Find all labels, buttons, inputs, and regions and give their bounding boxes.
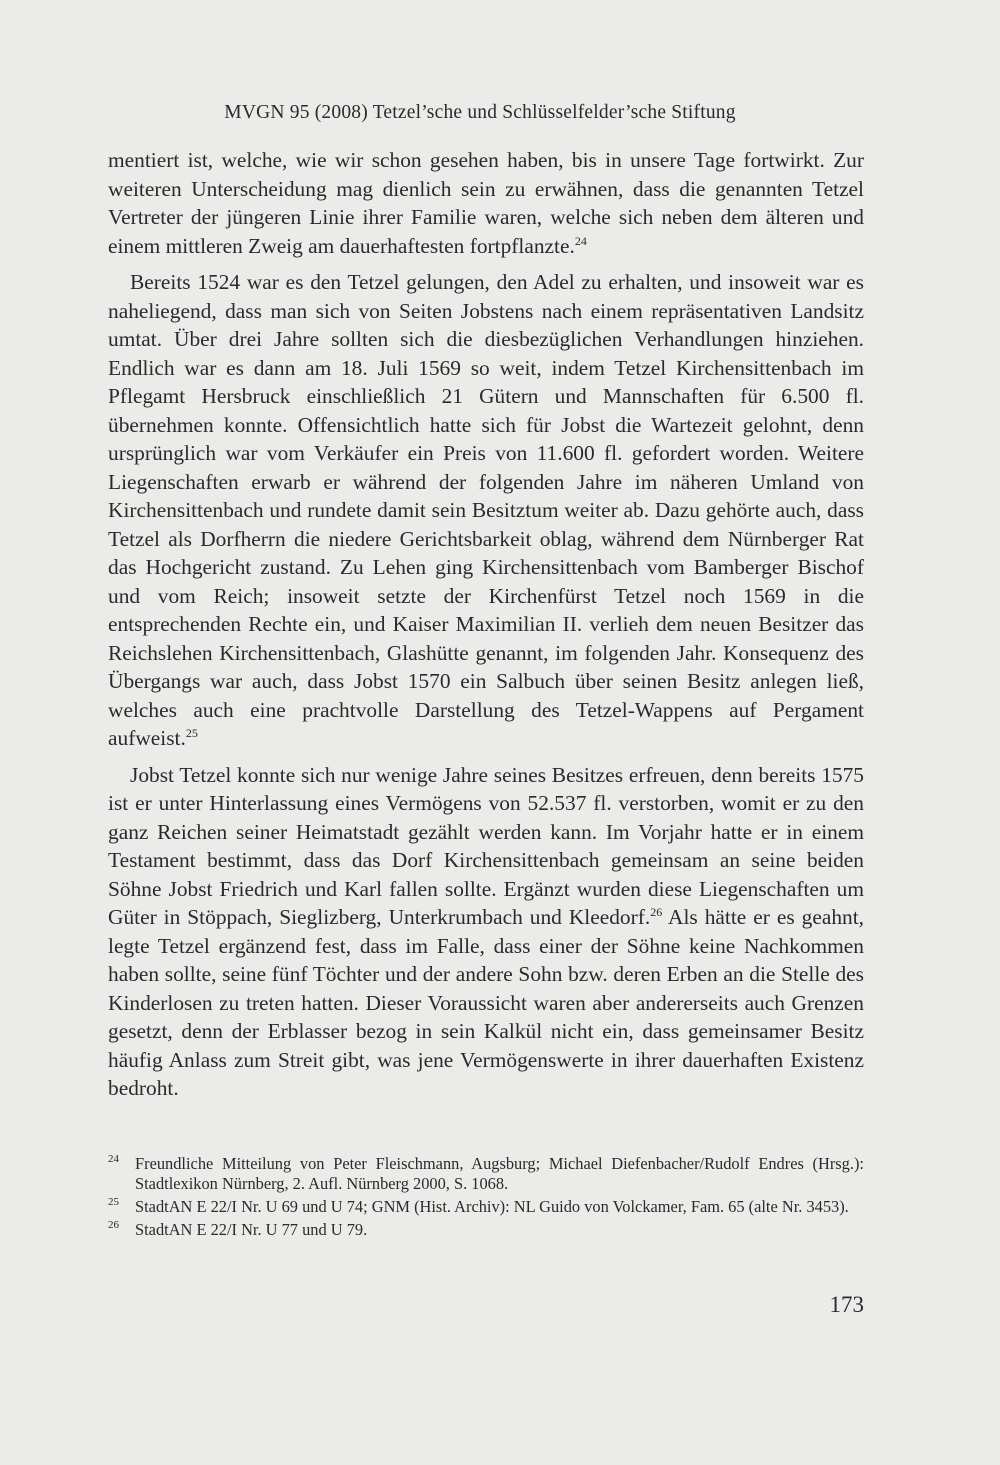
paragraph-3-text-a: Jobst Tetzel konnte sich nur wenige Jahre seines Besitzes erfreuen, denn bereits 1575 ist er unter Hinterlassung eines Vermögens von 52.537 fl. verstorben, womit er zu den ganz Reichen seiner Heimatstadt gezählt werden kann. Im Vorjahr hatte er in einem Testament bestimmt, dass das Dorf Kirchensittenbach gemeinsam an seine beiden Söhne Jobst Friedrich und Karl fallen sollte. Ergänzt wurden diese Liegenschaften um Güter in Stöppach, Sieglizberg, Unterkrumbach und Kleedorf. — [108, 762, 864, 929]
footnote-text: StadtAN E 22/I Nr. U 77 und U 79. — [135, 1220, 368, 1239]
footnote-24 — [108, 1154, 864, 1194]
footnote-ref-25[interactable]: 25 — [185, 726, 198, 740]
paragraph-1-text: mentiert ist, welche, wie wir schon gesehen haben, bis in unsere Tage fortwirkt. Zur weiteren Unterscheidung mag dienlich sein zu erwähnen, dass die genannten Tetzel Vertreter der jüngeren Linie ihrer Familie waren, welche sich neben dem älteren und einem mittleren Zweig am dauerhaftesten fortpflanzte. — [108, 148, 864, 258]
footnote-number: 26 — [108, 1219, 119, 1231]
footnote-number: 24 — [108, 1153, 119, 1165]
footnote-ref-24[interactable]: 24 — [574, 233, 587, 248]
footnote-25 — [108, 1197, 864, 1217]
page-number: 173 — [829, 1292, 864, 1317]
footnote-26 — [108, 1220, 864, 1240]
footnote-ref-26[interactable]: 26 — [650, 905, 663, 919]
running-head: MVGN 95 (2008) Tetzel’sche und Schlüsselfelder’sche Stiftung — [224, 102, 736, 123]
main-text — [108, 146, 864, 1111]
paragraph-2-text: Bereits 1524 war es den Tetzel gelungen, den Adel zu erhalten, und insoweit war es naheliegend, dass man sich von Seiten Jobstens nach einem repräsentativen Landsitz umtat. Über drei Jahre sollten sich die diesbezüglichen Verhandlungen hinziehen. Endlich war es dann am 18. Juli 1569 so weit, indem Tetzel Kirchensittenbach im Pflegamt Hersbruck einschließlich 21 Gütern und Mannschaften für 6.500 fl. übernehmen konnte. Offensichtlich hatte sich für Jobst die Wartezeit gelohnt, denn ursprünglich war vom Verkäufer ein Preis von 11.600 fl. gefordert worden. Weitere Liegenschaften erwarb er während der folgenden Jahre im näheren Umland von Kirchensittenbach und rundete damit sein Besitztum weiter ab. Dazu gehörte auch, dass Tetzel als Dorfherrn die niedere Gerichtsbarkeit oblag, während dem Nürnberger Rat das Hochgericht zustand. Zu Lehen ging Kirchensittenbach vom Bamberger Bischof und vom Reich; insoweit setzte der Kirchenfürst Tetzel noch 1569 in die entsprechenden Rechte ein, und Kaiser Maximilian II. verlieh dem neuen Besitzer das Reichslehen Kirchensittenbach, Glashütte genannt, im folgenden Jahr. Konsequenz des Übergangs war auch, dass Jobst 1570 ein Salbuch über seinen Besitz anlegen ließ, welches auch eine prachtvolle Darstellung des Tetzel-Wappens auf Pergament aufweist. — [108, 270, 864, 750]
paragraph-1 — [108, 146, 864, 260]
footnote-text: StadtAN E 22/I Nr. U 69 und U 74; GNM (Hist. Archiv): NL Guido von Volckamer, Fam. 65 (alte Nr. 3453). — [135, 1197, 849, 1216]
paragraph-2 — [108, 268, 864, 753]
paragraph-3-text-b: Als hätte er es geahnt, legte Tetzel ergänzend fest, dass im Falle, dass einer der Söhne keine Nachkommen haben sollte, seine fünf Töchter und der andere Sohn bzw. deren Erben an die Stelle des Kinderlosen zu treten hatten. Dieser Voraussicht waren aber andererseits auch Grenzen gesetzt, denn der Erblasser bezog in sein Kalkül nicht ein, dass gemeinsamer Besitz häufig Anlass zum Streit gibt, was jene Vermögenswerte in ihrer dauerhaften Existenz bedroht. — [108, 905, 864, 1100]
footnotes — [108, 1154, 864, 1243]
paragraph-3 — [108, 761, 864, 1103]
footnote-text: Freundliche Mitteilung von Peter Fleischmann, Augsburg; Michael Diefenbacher/Rudolf Endres (Hrsg.): Stadtlexikon Nürnberg, 2. Aufl. Nürnberg 2000, S. 1068. — [135, 1154, 864, 1193]
footnote-number: 25 — [108, 1196, 119, 1208]
